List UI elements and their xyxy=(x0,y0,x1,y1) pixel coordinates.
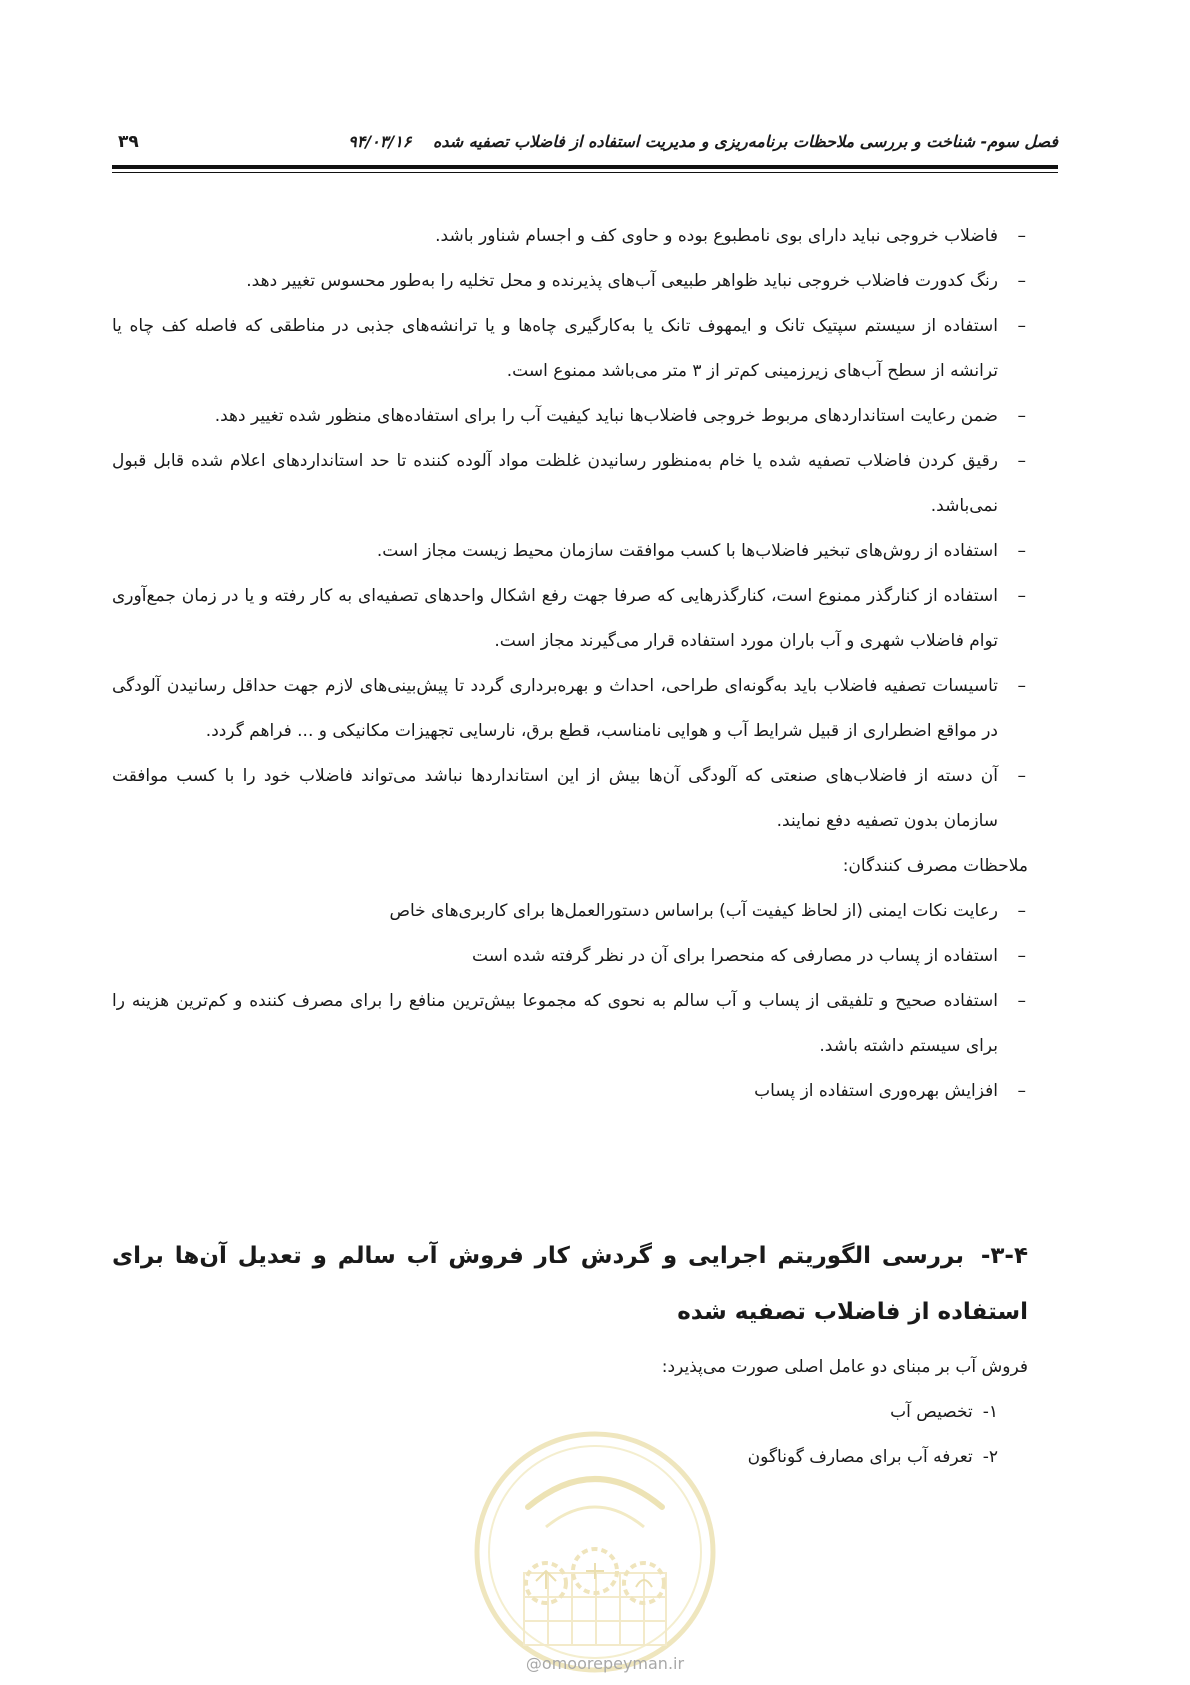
section-title: بررسی الگوریتم اجرایی و گردش کار فروش آب سالم و تعدیل آن‌ها برای استفاده از فاضلاب تصفیه شده xyxy=(112,1243,1028,1325)
list-item: – استفاده صحیح و تلفیقی از پساب و آب سالم به نحوی که مجموعا بیش‌ترین منافع را برای مصرف کننده و کم‌ترین هزینه را برای سیستم داشته باشد. xyxy=(112,979,1028,1069)
section-number: ۳-۴- xyxy=(980,1243,1028,1269)
list-item: – استفاده از سیستم سپتیک تانک و ایمهوف تانک یا به‌کارگیری چاه‌ها و یا ترانشه‌های جذبی در مناطقی که فاصله کف چاه یا ترانشه از سطح آب‌های زیرزمینی کم‌تر از ۳ متر می‌باشد ممنوع است. xyxy=(112,304,1028,394)
chapter-title: فصل سوم- شناخت و بررسی ملاحظات برنامه‌ریزی و مدیریت استفاده از فاضلاب تصفیه شده xyxy=(432,132,1058,151)
main-content xyxy=(112,214,1028,1114)
consumer-considerations-list xyxy=(112,889,1028,1114)
item-number: ۱- xyxy=(982,1402,998,1422)
list-item: – رقیق کردن فاضلاب تصفیه شده یا خام به‌منظور رسانیدن غلظت مواد آلوده کننده تا حد استانداردهای اعلام شده قابل قبول نمی‌باشد. xyxy=(112,439,1028,529)
list-item: – ضمن رعایت استانداردهای مربوط خروجی فاضلاب‌ها نباید کیفیت آب را برای استفاده‌های منظور شده تغییر دهد. xyxy=(112,394,1028,439)
list-item: – آن دسته از فاضلاب‌های صنعتی که آلودگی آن‌ها بیش از این استانداردها نباشد می‌تواند فاضلاب خود را با کسب موافقت سازمان بدون تصفیه دفع نمایند. xyxy=(112,754,1028,844)
item-number: ۲- xyxy=(982,1447,998,1467)
page-number: ۳۹ xyxy=(118,132,139,152)
item-text: تخصیص آب xyxy=(890,1402,973,1422)
list-item: – رنگ کدورت فاضلاب خروجی نباید ظواهر طبیعی آب‌های پذیرنده و محل تخلیه را به‌طور محسوس تغییر دهد. xyxy=(112,259,1028,304)
page-header xyxy=(112,128,1058,164)
section-heading xyxy=(112,1228,1028,1340)
header-divider-thick xyxy=(112,165,1058,169)
header-title xyxy=(348,132,1058,151)
list-item: – استفاده از کنارگذر ممنوع است، کنارگذرهایی که صرفا جهت رفع اشکال واحدهای تصفیه‌ای به کار رفته و یا در زمان جمع‌آوری توام فاضلاب شهری و آب باران مورد استفاده قرار می‌گیرند مجاز است. xyxy=(112,574,1028,664)
header-date: ۹۴/۰۳/۱۶ xyxy=(348,132,412,151)
list-item: – رعایت نکات ایمنی (از لحاظ کیفیت آب) براساس دستورالعمل‌ها برای کاربری‌های خاص xyxy=(112,889,1028,934)
list-item: – فاضلاب خروجی نباید دارای بوی نامطبوع بوده و حاوی کف و اجسام شناور باشد. xyxy=(112,214,1028,259)
list-item: – افزایش بهره‌وری استفاده از پساب xyxy=(112,1069,1028,1114)
watermark-logo xyxy=(466,1423,724,1685)
watermark-url: @omoorepeyman.ir xyxy=(525,1654,685,1673)
item-text: تعرفه آب برای مصارف گوناگون xyxy=(747,1447,973,1467)
list-item: – استفاده از روش‌های تبخیر فاضلاب‌ها با کسب موافقت سازمان محیط زیست مجاز است. xyxy=(112,529,1028,574)
discharge-rules-list xyxy=(112,214,1028,844)
header-divider-thin xyxy=(112,172,1058,173)
consumer-considerations-heading: ملاحظات مصرف کنندگان: xyxy=(842,856,1028,876)
water-sales-intro: فروش آب بر مبنای دو عامل اصلی صورت می‌پذیرد: xyxy=(661,1357,1028,1377)
list-item: – تاسیسات تصفیه فاضلاب باید به‌گونه‌ای طراحی، احداث و بهره‌برداری گردد تا پیش‌بینی‌های لازم جهت حداقل رسانیدن آلودگی در مواقع اضطراری از قبیل شرایط آب و هوایی نامناسب، قطع برق، نارسایی تجهیزات مکانیکی و ... فراهم گردد. xyxy=(112,664,1028,754)
list-item: – استفاده از پساب در مصارفی که منحصرا برای آن در نظر گرفته شده است xyxy=(112,934,1028,979)
